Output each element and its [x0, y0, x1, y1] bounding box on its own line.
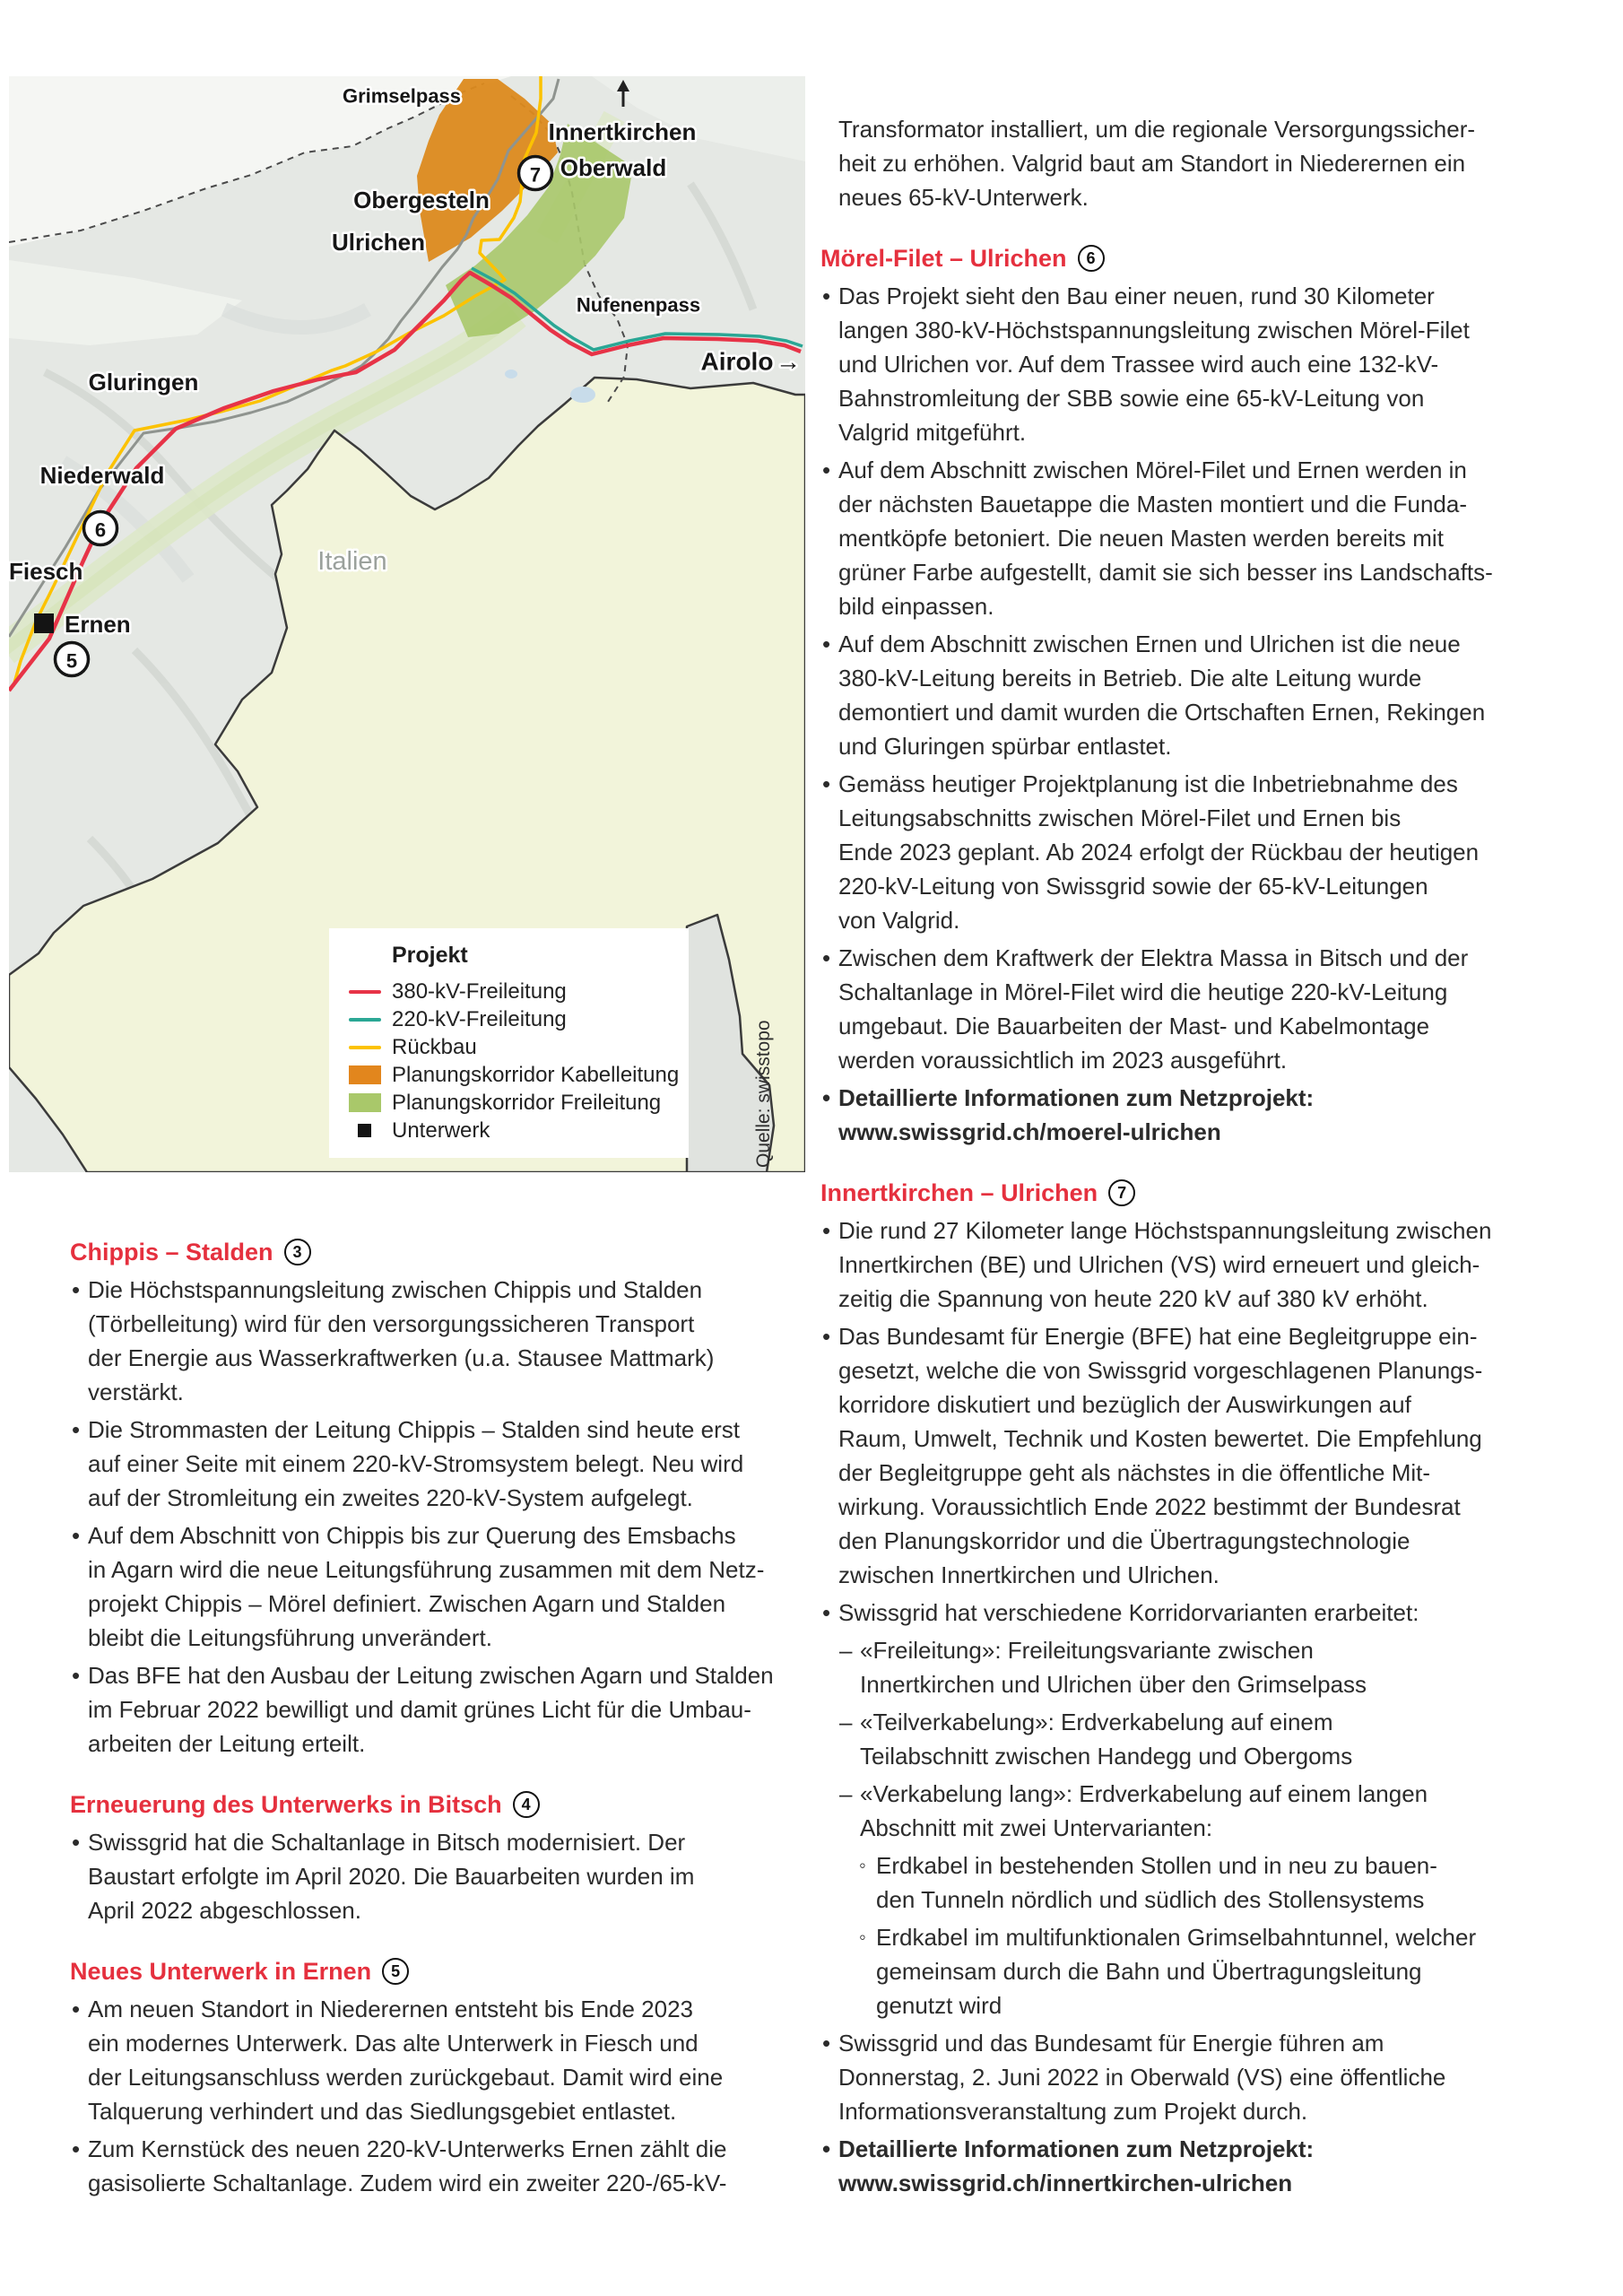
section-number-badge: 6 — [1078, 245, 1105, 272]
bullet: • Das Bundesamt für Energie (BFE) hat eine Begleitgruppe ein- gesetzt, welche die von Swissgrid vorgeschlagenen Planungs- korridore diskutiert und bezüglich der Auswirkungen auf Raum, Umwelt, Technik und Kosten bewertet. Die Empfehlung der Begleitgruppe geht als nächstes in die öffentliche Mit- wirkung. Voraussichtlich Ende 2022 bestimmt der Bundesrat den Planungskorridor und die Übertragungstechnologie zwischen Innertkirchen und Ulrichen. — [820, 1319, 1610, 1592]
label-niederwald: Niederwald — [39, 462, 165, 489]
map-source-credit: Quelle: swisstopo — [753, 1020, 774, 1168]
label-oberwald: Oberwald — [560, 154, 667, 181]
bullet: • Swissgrid und das Bundesamt für Energie führen am Donnerstag, 2. Juni 2022 in Oberwald (VS) eine öffentliche Informationsveranstaltung zum Projekt durch. — [820, 2026, 1610, 2128]
label-ernen: Ernen — [65, 611, 131, 638]
netzprojekt-info: • Detaillierte Informationen zum Netzprojekt: www.swissgrid.ch/moerel-ulrichen — [820, 1081, 1610, 1149]
bullet: • Die rund 27 Kilometer lange Höchstspannungsleitung zwischen Innertkirchen (BE) und Ulrichen (VS) wird erneuert und gleich- zeitig die Spannung von heute 220 kV auf 380 kV erhöht. — [820, 1213, 1610, 1316]
project-link[interactable]: www.swissgrid.ch/innertkirchen-ulrichen — [838, 2170, 1293, 2196]
airolo-arrow-icon: → — [776, 347, 801, 376]
lake-small — [505, 370, 517, 378]
bullet: • Das Projekt sieht den Bau einer neuen, rund 30 Kilometer langen 380-kV-Höchstspannungsleitung zwischen Mörel-Filet und Ulrichen vor. Auf dem Trassee wird auch eine 132-kV- Bahnstromleitung der SBB sowie eine 65-kV-Leitung von Valgrid mitgeführt. — [820, 279, 1610, 449]
map-legend — [329, 928, 689, 1158]
swatch-unterwerk — [358, 1124, 371, 1137]
swatch-korridor-kabel — [349, 1065, 381, 1084]
map-marker-5 — [56, 643, 89, 676]
legend-title: Projekt — [392, 943, 468, 968]
map-marker-7 — [519, 157, 552, 190]
label-grimselpass: Grimselpass — [342, 84, 462, 108]
section-unterwerk-bitsch — [70, 1787, 787, 1927]
bullet: • Am neuen Standort in Niederernen entsteht bis Ende 2023 ein modernes Unterwerk. Das alte Unterwerk in Fiesch und der Leitungsanschluss werden zurückgebaut. Damit wird eine Talquerung verhindert und das Siedlungsgebiet entlastet. — [70, 1992, 787, 2128]
legend-row-220kv: 220-kV-Freileitung — [329, 1005, 689, 1033]
label-italien: Italien — [317, 547, 387, 576]
bullet: • Zwischen dem Kraftwerk der Elektra Massa in Bitsch und der Schaltanlage in Mörel-Filet wird die heutige 220-kV-Leitung umgebaut. Die Bauarbeiten der Mast- und Kabelmontage werden voraussichtlich im 2023 ausgeführt. — [820, 941, 1610, 1077]
label-airolo: Airolo — [700, 347, 774, 376]
section-chippis-stalden — [70, 1235, 787, 1761]
variant-teilverkabelung: – «Teilverkabelung»: Erdverkabelung auf einem Teilabschnitt zwischen Handegg und Obergoms — [820, 1705, 1610, 1773]
bullet: • Auf dem Abschnitt von Chippis bis zur Querung des Emsbachs in Agarn wird die neue Leitungsführung zusammen mit dem Netz- projekt Chippis – Mörel definiert. Zwischen Agarn und Stalden bleibt die Leitungsführung unverändert. — [70, 1518, 787, 1655]
section-unterwerk-ernen — [70, 1954, 787, 2200]
legend-row-korridor-kabel: Planungskorridor Kabelleitung — [329, 1061, 689, 1089]
subvariant-stollen: ◦ Erdkabel in bestehenden Stollen und in neu zu bauen- den Tunneln nördlich und südlich des Stollensystems — [820, 1848, 1610, 1917]
variant-verkabelung-lang: – «Verkabelung lang»: Erdverkabelung auf einem langen Abschnitt mit zwei Untervarianten: — [820, 1777, 1610, 1845]
svg-text:6: 6 — [94, 518, 107, 542]
section-heading: Innertkirchen – Ulrichen 7 — [820, 1176, 1610, 1210]
legend-row-rueckbau: Rückbau — [329, 1033, 689, 1061]
section-number-badge: 3 — [284, 1239, 311, 1265]
right-column — [820, 112, 1610, 2204]
section-innertkirchen-ulrichen — [820, 1176, 1610, 2200]
project-link[interactable]: www.swissgrid.ch/moerel-ulrichen — [838, 1118, 1221, 1145]
legend-row-380kv: 380-kV-Freileitung — [329, 978, 689, 1005]
legend-row-unterwerk: Unterwerk — [329, 1117, 689, 1144]
bullet: • Swissgrid hat die Schaltanlage in Bitsch modernisiert. Der Baustart erfolgte im April 2020. Die Bauarbeiten wurden im April 2022 abgeschlossen. — [70, 1825, 787, 1927]
legend-row-korridor-frei: Planungskorridor Freileitung — [329, 1089, 689, 1117]
bullet: • Die Höchstspannungsleitung zwischen Chippis und Stalden (Törbelleitung) wird für den versorgungssicheren Transport der Energie aus Wasserkraftwerken (u.a. Stausee Mattmark) verstärkt. — [70, 1273, 787, 1409]
bullet: • Zum Kernstück des neuen 220-kV-Unterwerks Ernen zählt die gasisolierte Schaltanlage. Zudem wird ein zweiter 220-/65-kV- — [70, 2132, 787, 2200]
continuation-paragraph: Transformator installiert, um die regionale Versorgungssicher- heit zu erhöhen. Valgrid baut am Standort in Niederernen ein neues 65-kV-Unterwerk. — [838, 116, 1476, 211]
section-heading: Neues Unterwerk in Ernen 5 — [70, 1954, 787, 1988]
left-column — [70, 1235, 787, 2204]
section-heading: Erneuerung des Unterwerks in Bitsch 4 — [70, 1787, 787, 1822]
lake — [570, 387, 595, 403]
label-innertkirchen: Innertkirchen — [548, 118, 697, 145]
label-fiesch: Fiesch — [9, 558, 83, 585]
label-obergesteln: Obergesteln — [353, 187, 490, 213]
swatch-220kv-line — [349, 1018, 381, 1022]
label-gluringen: Gluringen — [88, 369, 199, 396]
section-moerel-filet-ulrichen — [820, 241, 1610, 1149]
svg-text:5: 5 — [65, 649, 78, 673]
section-heading: Mörel-Filet – Ulrichen 6 — [820, 241, 1610, 275]
swatch-rueckbau-line — [349, 1046, 381, 1049]
map-marker-6 — [84, 512, 117, 545]
bullet: • Swissgrid hat verschiedene Korridorvarianten erarbeitet: — [820, 1596, 1610, 1630]
unterwerk-ernen-marker — [34, 613, 54, 633]
subvariant-grimselbahntunnel: ◦ Erdkabel im multifunktionalen Grimselbahntunnel, welcher gemeinsam durch die Bahn und Übertragungsleitung genutzt wird — [820, 1920, 1610, 2022]
section-heading: Chippis – Stalden 3 — [70, 1235, 787, 1269]
section-number-badge: 7 — [1108, 1179, 1135, 1206]
bullet: • Das BFE hat den Ausbau der Leitung zwischen Agarn und Stalden im Februar 2022 bewilligt und damit grünes Licht für die Umbau- arbeiten der Leitung erteilt. — [70, 1658, 787, 1761]
swatch-korridor-frei — [349, 1093, 381, 1112]
section-number-badge: 5 — [382, 1958, 409, 1985]
svg-text:7: 7 — [529, 163, 542, 187]
variant-freileitung: – «Freileitung»: Freileitungsvariante zwischen Innertkirchen und Ulrichen über den Grimselpass — [820, 1633, 1610, 1701]
bullet: • Gemäss heutiger Projektplanung ist die Inbetriebnahme des Leitungsabschnitts zwischen Mörel-Filet und Ernen bis Ende 2023 geplant. Ab 2024 erfolgt der Rückbau der heutigen 220-kV-Leitung von Swissgrid sowie der 65-kV-Leitungen von Valgrid. — [820, 767, 1610, 937]
label-nufenenpass: Nufenenpass — [576, 293, 701, 317]
bullet: • Auf dem Abschnitt zwischen Ernen und Ulrichen ist die neue 380-kV-Leitung bereits in Betrieb. Die alte Leitung wurde demontiert und damit wurden die Ortschaften Ernen, Rekingen und Gluringen spürbar entlastet. — [820, 627, 1610, 763]
netzprojekt-info: • Detaillierte Informationen zum Netzprojekt: www.swissgrid.ch/innertkirchen-ulrichen — [820, 2132, 1610, 2200]
swatch-380kv-line — [349, 990, 381, 994]
section-number-badge: 4 — [513, 1791, 540, 1818]
bullet: • Auf dem Abschnitt zwischen Mörel-Filet und Ernen werden in der nächsten Bauetappe die Masten montiert und die Funda- mentköpfe betoniert. Die neuen Masten werden bereits mit grüner Farbe aufgestellt, damit sie sich besser ins Landschafts- bild einpassen. — [820, 453, 1610, 623]
bullet: • Die Strommasten der Leitung Chippis – Stalden sind heute erst auf einer Seite mit einem 220-kV-Stromsystem belegt. Neu wird auf der Stromleitung ein zweites 220-kV-System aufgelegt. — [70, 1413, 787, 1515]
label-ulrichen: Ulrichen — [331, 229, 426, 256]
